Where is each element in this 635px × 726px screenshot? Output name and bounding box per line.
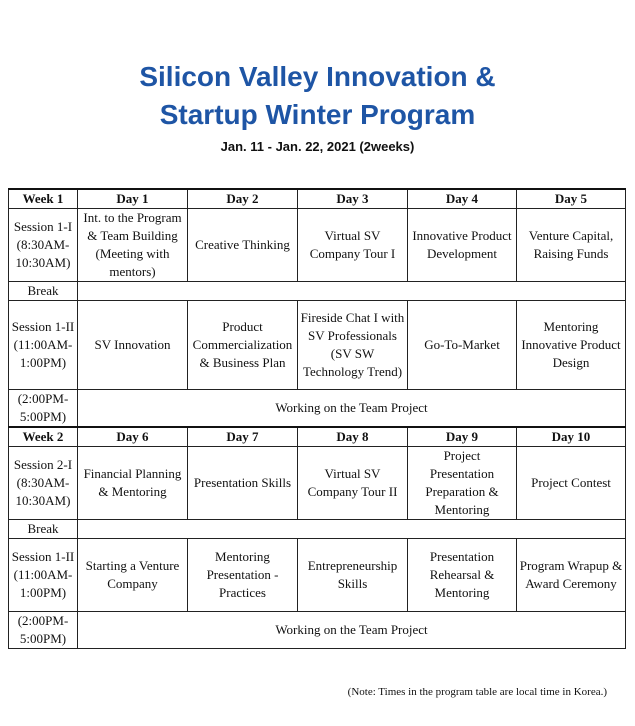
session-cell: Presentation Skills (188, 447, 298, 520)
session-label: Session 1-II (11:00AM-1:00PM) (9, 539, 78, 612)
session-label: (2:00PM-5:00PM) (9, 390, 78, 428)
week1-break-row (9, 282, 626, 301)
session-cell: Creative Thinking (188, 209, 298, 282)
session-cell: Financial Planning & Mentoring (78, 447, 188, 520)
session-cell: Go-To-Market (408, 301, 517, 390)
day-header: Day 6 (78, 427, 188, 447)
week2-afternoon-row (9, 612, 626, 649)
session-cell: Entrepreneurship Skills (298, 539, 408, 612)
program-dates: Jan. 11 - Jan. 22, 2021 (2weeks) (220, 139, 415, 154)
break-cell (78, 520, 626, 539)
break-label: Break (9, 520, 78, 539)
footnote: (Note: Times in the program table are local time in Korea.) (347, 686, 607, 698)
week2-break-row (9, 520, 626, 539)
afternoon-cell: Working on the Team Project (78, 390, 626, 428)
day-header: Day 10 (517, 427, 626, 447)
session-cell: Mentoring Innovative Product Design (517, 301, 626, 390)
session-cell: SV Innovation (78, 301, 188, 390)
session-cell: Starting a Venture Company (78, 539, 188, 612)
session-cell: Virtual SV Company Tour I (298, 209, 408, 282)
session-cell: Project Presentation Preparation & Mentoring (408, 447, 517, 520)
session-cell: Program Wrapup & Award Ceremony (517, 539, 626, 612)
day-header: Day 2 (188, 189, 298, 209)
session-cell: Fireside Chat I with SV Professionals (SV SW Technology Trend) (298, 301, 408, 390)
afternoon-cell: Working on the Team Project (78, 612, 626, 649)
day-header: Day 9 (408, 427, 517, 447)
week2-header-row (9, 427, 626, 447)
session-label: Session 2-I (8:30AM-10:30AM) (9, 447, 78, 520)
day-header: Day 1 (78, 189, 188, 209)
schedule-table (8, 188, 626, 649)
week1-header-row (9, 189, 626, 209)
session-cell: Product Commercialization & Business Plan (188, 301, 298, 390)
program-title-line-1: Silicon Valley Innovation & (139, 61, 496, 92)
session-cell: Project Contest (517, 447, 626, 520)
session-cell: Innovative Product Development (408, 209, 517, 282)
session-label: (2:00PM-5:00PM) (9, 612, 78, 649)
day-header: Day 8 (298, 427, 408, 447)
week1-session2-row (9, 301, 626, 390)
session-cell: Virtual SV Company Tour II (298, 447, 408, 520)
week2-session2-row (9, 539, 626, 612)
week1-afternoon-row (9, 390, 626, 428)
session-cell: Mentoring Presentation - Practices (188, 539, 298, 612)
session-cell: Int. to the Program & Team Building (Meeting with mentors) (78, 209, 188, 282)
day-header: Day 3 (298, 189, 408, 209)
session-label: Session 1-I (8:30AM-10:30AM) (9, 209, 78, 282)
week-label: Week 2 (9, 427, 78, 447)
session-cell: Venture Capital, Raising Funds (517, 209, 626, 282)
day-header: Day 4 (408, 189, 517, 209)
day-header: Day 5 (517, 189, 626, 209)
week2-session1-row (9, 447, 626, 520)
week1-session1-row (9, 209, 626, 282)
day-header: Day 7 (188, 427, 298, 447)
week-label: Week 1 (9, 189, 78, 209)
session-label: Session 1-II (11:00AM-1:00PM) (9, 301, 78, 390)
break-cell (78, 282, 626, 301)
session-cell: Presentation Rehearsal & Mentoring (408, 539, 517, 612)
program-title-line-2: Startup Winter Program (159, 99, 476, 130)
break-label: Break (9, 282, 78, 301)
